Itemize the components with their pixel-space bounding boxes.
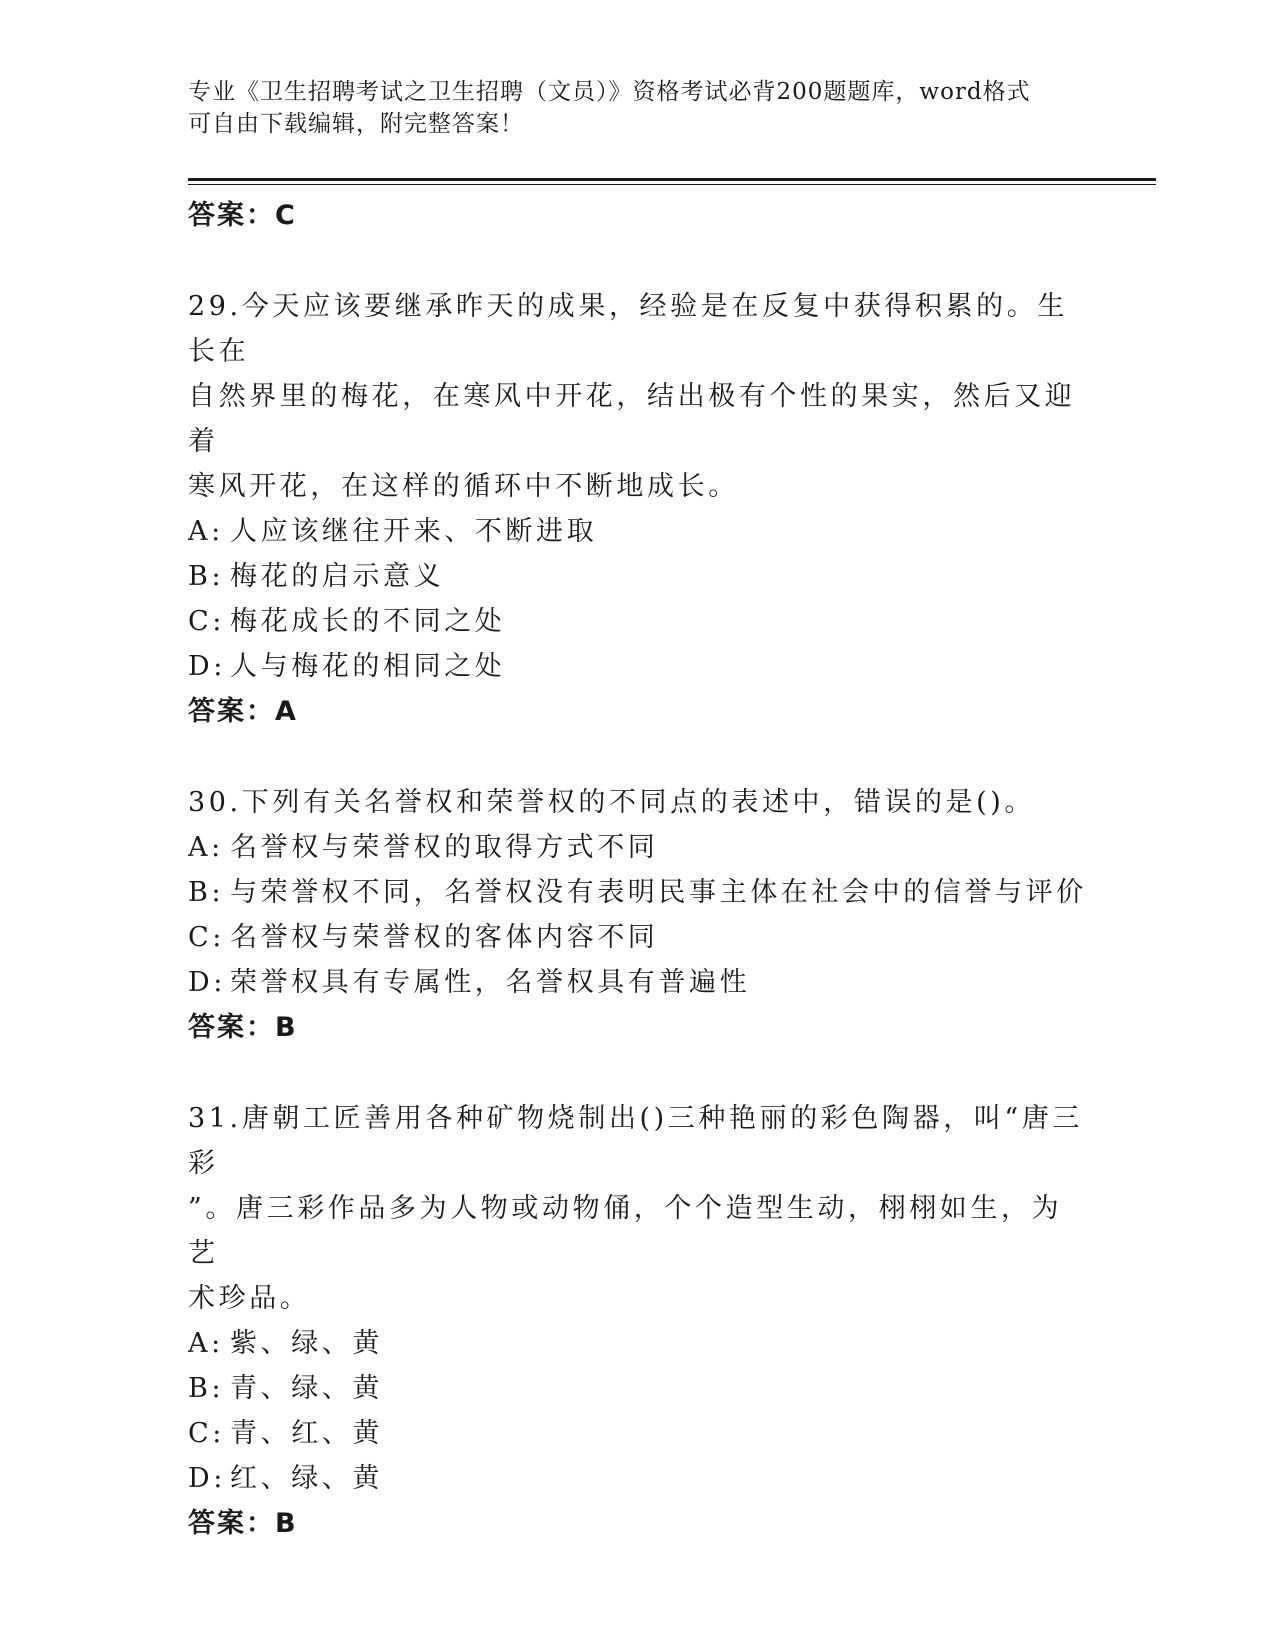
question-list [188, 193, 1088, 1546]
stem-line: 自然界里的梅花，在寒风中开花，结出极有个性的果实，然后又迎着 [188, 381, 1076, 457]
answer: 答案：A [188, 696, 298, 727]
stem-line: 30.下列有关名誉权和荣誉权的不同点的表述中，错误的是()。 [188, 787, 1036, 818]
option-key: C: [188, 922, 225, 953]
question-stem [188, 284, 1088, 509]
option-b [188, 870, 1088, 915]
option-key: B: [188, 877, 225, 908]
option-key: B: [188, 1373, 225, 1404]
option-text: 荣誉权具有专属性，名誉权具有普遍性 [230, 967, 751, 998]
option-text: 紫、绿、黄 [230, 1328, 383, 1359]
header-line-1: 专业《卫生招聘考试之卫生招聘（文员）》资格考试必背200题题库，word格式 [188, 79, 1031, 105]
option-key: A: [188, 516, 224, 547]
option-key: B: [188, 561, 225, 592]
option-text: 人应该继往开来、不断进取 [230, 516, 598, 547]
header-divider-thin [188, 184, 1156, 185]
option-text: 名誉权与荣誉权的取得方式不同 [230, 832, 659, 863]
document-header [188, 76, 1088, 140]
option-c [188, 1411, 1088, 1456]
answer: 答案：B [188, 1012, 298, 1043]
option-text: 梅花成长的不同之处 [230, 606, 506, 637]
option-c [188, 599, 1088, 644]
answer: 答案：B [188, 1508, 298, 1539]
option-text: 青、红、黄 [230, 1418, 383, 1449]
stem-line: ”。唐三彩作品多为人物或动物俑，个个造型生动，栩栩如生，为艺 [188, 1193, 1063, 1269]
option-key: A: [188, 832, 224, 863]
header-line-2: 可自由下载编辑，附完整答案！ [188, 111, 524, 137]
question-stem [188, 1096, 1088, 1321]
question-29 [188, 284, 1088, 734]
option-d [188, 1456, 1088, 1501]
stem-line: 寒风开花，在这样的循环中不断地成长。 [188, 471, 739, 502]
stem-line: 术珍品。 [188, 1283, 311, 1314]
header-divider-thick [188, 178, 1156, 181]
option-key: A: [188, 1328, 224, 1359]
option-key: D: [188, 1463, 226, 1494]
stem-line: 29.今天应该要继承昨天的成果，经验是在反复中获得积累的。生长在 [188, 291, 1068, 367]
option-key: C: [188, 606, 225, 637]
option-a [188, 509, 1088, 554]
question-stem [188, 780, 1088, 825]
option-text: 与荣誉权不同，名誉权没有表明民事主体在社会中的信誉与评价 [230, 877, 1087, 908]
previous-answer: 答案：C [188, 200, 297, 231]
option-key: D: [188, 967, 226, 998]
option-key: C: [188, 1418, 225, 1449]
question-31 [188, 1096, 1088, 1546]
option-d [188, 644, 1088, 689]
option-a [188, 1321, 1088, 1366]
option-text: 人与梅花的相同之处 [230, 651, 506, 682]
question-30 [188, 780, 1088, 1050]
option-text: 红、绿、黄 [230, 1463, 383, 1494]
stem-line: 31.唐朝工匠善用各种矿物烧制出()三种艳丽的彩色陶器，叫“唐三彩 [188, 1103, 1084, 1179]
option-b [188, 554, 1088, 599]
option-b [188, 1366, 1088, 1411]
option-text: 梅花的启示意义 [230, 561, 445, 592]
option-d [188, 960, 1088, 1005]
option-text: 青、绿、黄 [230, 1373, 383, 1404]
option-key: D: [188, 651, 226, 682]
option-a [188, 825, 1088, 870]
option-c [188, 915, 1088, 960]
option-text: 名誉权与荣誉权的客体内容不同 [230, 922, 659, 953]
